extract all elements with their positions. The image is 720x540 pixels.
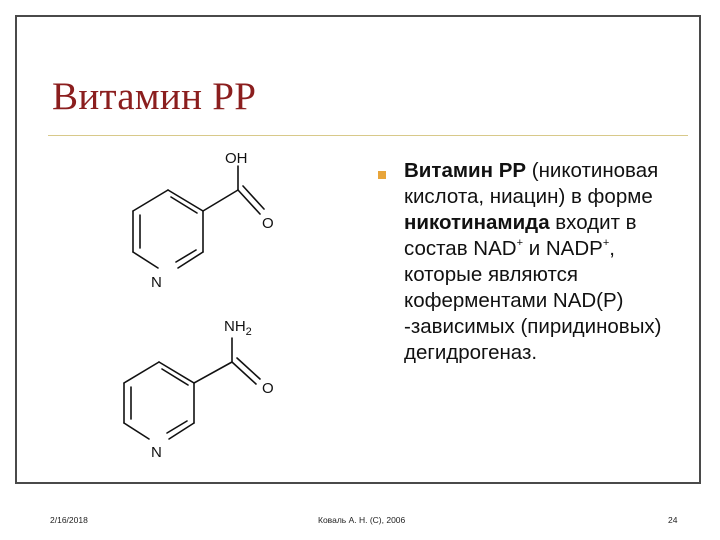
bullet-text-part: , которые являются коферментами NAD(P) -зависимых (пиридиновых) дегидрогеназ.: [404, 237, 662, 364]
nicotinic-acid-oh-label: OH: [225, 150, 248, 167]
nicotinic-acid-ring-n-label: N: [151, 274, 162, 291]
nicotinamide-structure: [124, 338, 260, 439]
nicotinamide-ring-n-label: N: [151, 444, 162, 461]
bullet-square-icon: [378, 171, 386, 179]
nicotinamide-carbonyl-o-label: O: [262, 380, 274, 397]
nicotinic-acid-carbonyl-o-label: O: [262, 215, 274, 232]
slide-title: Витамин РР: [52, 75, 257, 118]
bullet-text-part: (никотиновая кислота, ниацин) в форме: [404, 159, 659, 208]
bullet-superscript: +: [516, 237, 523, 249]
bullet-lead-bold: Витамин РР: [404, 159, 527, 182]
bullet-text-part: и NADP: [523, 237, 603, 260]
bullet-superscript: +: [602, 237, 610, 249]
footer-author: Коваль А. Н. (C), 2006: [318, 515, 406, 525]
nicotinamide-nh2-label: $NH_2$: [224, 318, 252, 338]
bullet-bold-term: никотинамида: [404, 211, 550, 234]
bullet-text: [404, 158, 684, 366]
nicotinic-acid-structure: [133, 166, 264, 268]
bullet-text-part: входит в состав NAD: [404, 211, 637, 260]
footer-date: 2/16/2018: [50, 515, 88, 525]
footer-page-number: 24: [668, 515, 678, 525]
